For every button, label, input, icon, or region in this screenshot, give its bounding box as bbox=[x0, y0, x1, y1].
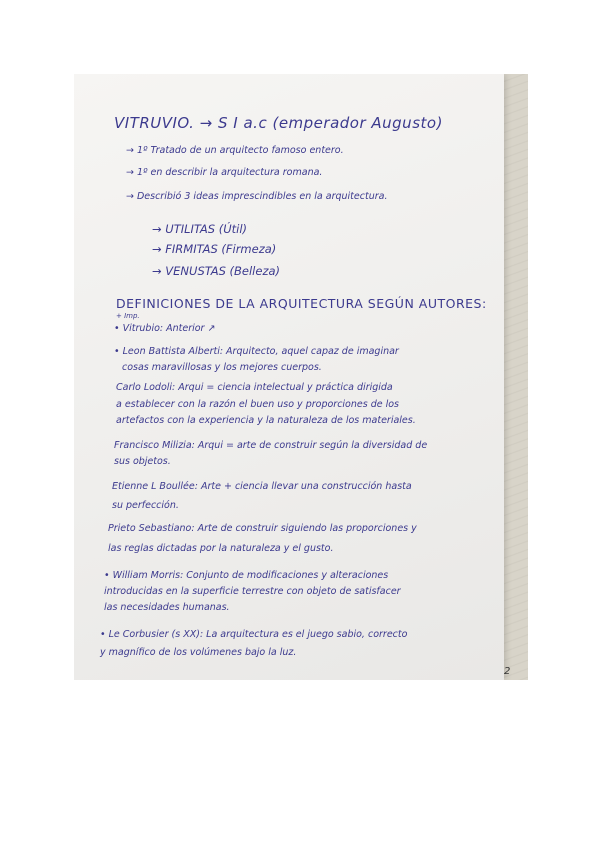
idea-firmitas: → FIRMITAS (Firmeza) bbox=[152, 242, 277, 256]
author-morris-line-3: las necesidades humanas. bbox=[104, 602, 230, 613]
idea-utilitas: → UTILITAS (Útil) bbox=[152, 222, 248, 236]
background-paper bbox=[504, 74, 528, 680]
author-lodoli-line-2: a establecer con la razón el buen uso y proporciones de los bbox=[116, 399, 400, 410]
author-boullee-line-2: su perfección. bbox=[112, 500, 179, 511]
author-milizia-line-1: Francisco Milizia: Arqui = arte de construir según la diversidad de bbox=[114, 440, 428, 451]
author-boullee-line-1: Etienne L Boullée: Arte + ciencia llevar una construcción hasta bbox=[112, 481, 412, 492]
photo-of-notebook-page bbox=[74, 74, 528, 680]
author-morris-line-2: introducidas en la superficie terrestre con objeto de satisfacer bbox=[104, 586, 401, 597]
author-lodoli-line-3: artefactos con la experiencia y la naturaleza de los materiales. bbox=[116, 415, 416, 426]
bullet-1: → 1º Tratado de un arquitecto famoso entero. bbox=[126, 145, 344, 156]
author-lecorbusier-line-2: y magnífico de los volúmenes bajo la luz. bbox=[100, 647, 297, 658]
definitions-heading: DEFINICIONES DE LA ARQUITECTURA SEGÚN AUTORES: bbox=[116, 296, 487, 311]
author-alberti-line-2: cosas maravillosas y los mejores cuerpos. bbox=[122, 362, 322, 373]
bullet-2: → 1º en describir la arquitectura romana. bbox=[126, 167, 323, 178]
note-title: VITRUVIO. → S I a.c (emperador Augusto) bbox=[114, 114, 443, 132]
author-morris-line-1: • William Morris: Conjunto de modificaciones y alteraciones bbox=[104, 570, 389, 581]
page-number: 2 bbox=[504, 666, 511, 677]
author-alberti-line-1: • Leon Battista Alberti: Arquitecto, aquel capaz de imaginar bbox=[114, 346, 399, 357]
author-prieto-line-2: las reglas dictadas por la naturaleza y el gusto. bbox=[108, 543, 334, 554]
author-milizia-line-2: sus objetos. bbox=[114, 456, 171, 467]
author-vitrubio: • Vitrubio: Anterior ↗ bbox=[114, 323, 216, 334]
side-note: + Imp. bbox=[116, 312, 140, 320]
bullet-3: → Describió 3 ideas imprescindibles en la arquitectura. bbox=[126, 191, 388, 202]
author-lodoli-line-1: Carlo Lodoli: Arqui = ciencia intelectual y práctica dirigida bbox=[116, 382, 393, 393]
idea-venustas: → VENUSTAS (Belleza) bbox=[152, 264, 281, 278]
author-lecorbusier-line-1: • Le Corbusier (s XX): La arquitectura es el juego sabio, correcto bbox=[100, 629, 408, 640]
handwritten-page bbox=[74, 74, 504, 680]
author-prieto-line-1: Prieto Sebastiano: Arte de construir siguiendo las proporciones y bbox=[108, 523, 417, 534]
